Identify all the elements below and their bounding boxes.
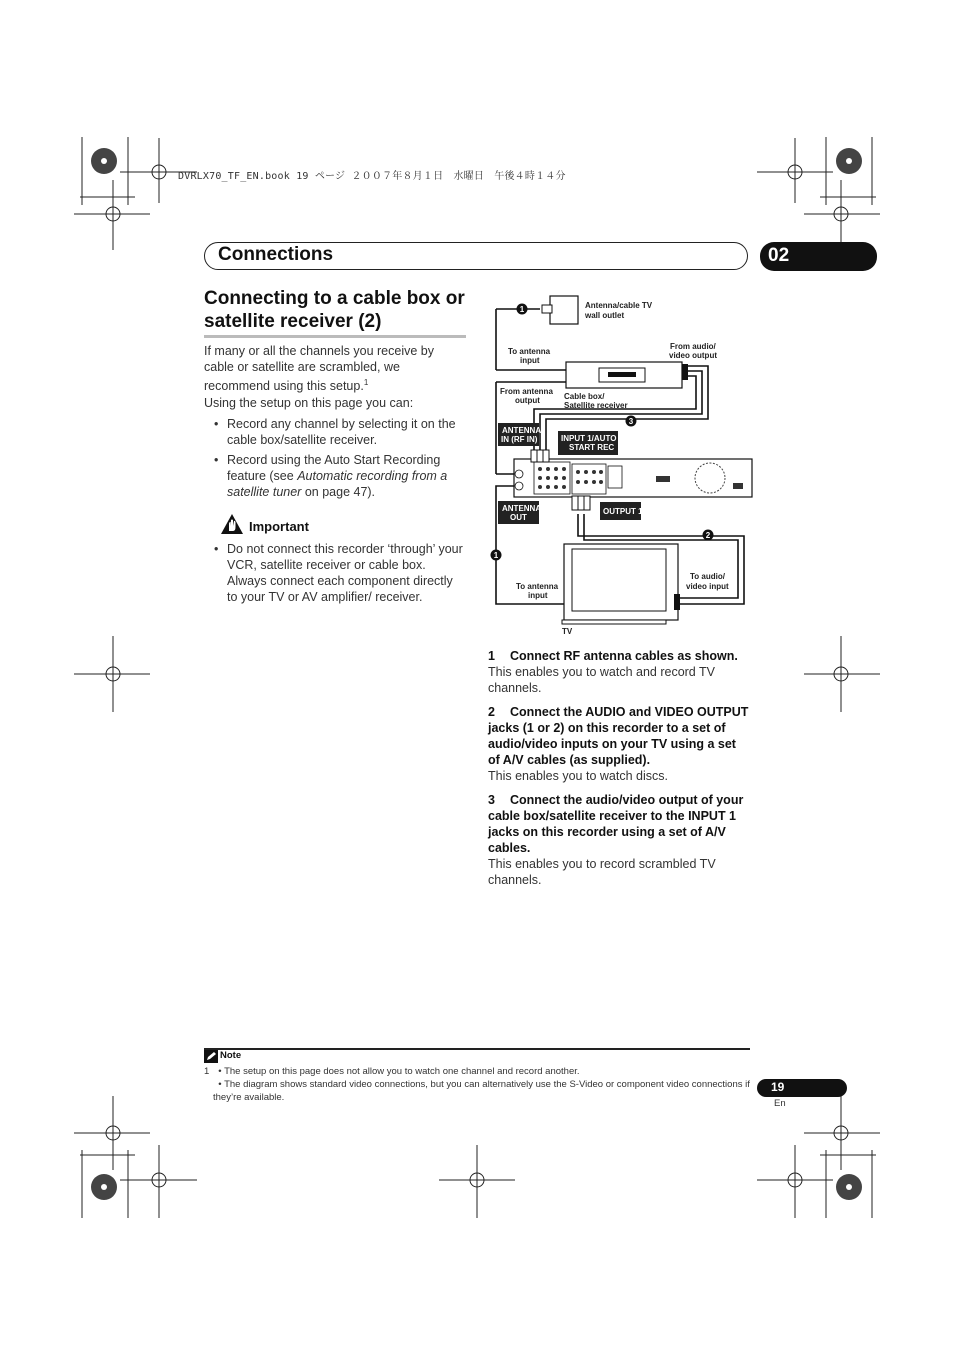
step-3 <box>488 792 750 888</box>
output1-label: OUTPUT 1 <box>603 507 643 516</box>
wall-outlet-label-2: wall outlet <box>585 311 625 320</box>
note-row <box>204 1065 752 1078</box>
step-2 <box>488 704 750 784</box>
page-number: 19 <box>771 1080 785 1094</box>
step-marker <box>517 304 528 315</box>
bullet-text-post: on page 47). <box>301 485 376 499</box>
wall-outlet-plug <box>542 305 552 313</box>
section-title: Connections <box>218 244 334 265</box>
to-antenna-input-label-1: To antenna <box>508 347 551 356</box>
tv-label: TV <box>562 627 573 636</box>
note-row <box>204 1078 752 1104</box>
tv-screen <box>572 549 666 611</box>
list-item <box>214 416 464 448</box>
from-av-output-label-1: From audio/ <box>670 342 716 351</box>
important-list <box>214 541 466 605</box>
note-pencil-icon <box>204 1050 218 1063</box>
to-antenna-input-tv-label-2: input <box>528 591 548 600</box>
step-number: 2 <box>488 705 495 719</box>
step-marker <box>626 416 637 427</box>
page-heading: Connecting to a cable box or satellite receiver (2) <box>204 288 465 332</box>
to-av-input-label-1: To audio/ <box>690 572 725 581</box>
svg-text:3: 3 <box>628 417 634 426</box>
steps <box>488 648 750 896</box>
step-title: Connect the audio/video output of your cable box/satellite receiver to the INPUT 1 jacks on this recorder using a set of A/V cables. <box>488 793 744 855</box>
note-rule <box>204 1048 750 1050</box>
intro-paragraph <box>204 343 462 394</box>
important-label: Important <box>249 519 309 534</box>
wall-outlet-label-1: Antenna/cable TV <box>585 301 653 310</box>
cable-box-av-jacks <box>682 364 688 380</box>
step-title: Connect RF antenna cables as shown. <box>510 649 738 663</box>
footnote-ref: 1 <box>363 378 369 387</box>
page-language: En <box>774 1098 786 1109</box>
note-index: 1 <box>204 1066 210 1077</box>
note-line: • The diagram shows standard video connections, but you can alternatively use the S-Video or component video connections if they’re available. <box>213 1079 750 1103</box>
from-av-output-label-2: video output <box>669 351 717 360</box>
from-antenna-output-label-1: From antenna <box>500 387 553 396</box>
antenna-out-label-2: OUT <box>510 513 527 522</box>
tv-av-jacks <box>674 594 680 610</box>
step-marker <box>703 530 714 541</box>
feature-list <box>214 416 464 504</box>
svg-text:2: 2 <box>705 531 711 540</box>
input1-label-1: INPUT 1/AUTO <box>561 434 617 443</box>
step-number: 3 <box>488 793 495 807</box>
wall-outlet-box <box>550 296 578 324</box>
to-antenna-input-tv-label-1: To antenna <box>516 582 559 591</box>
note-text <box>204 1065 752 1104</box>
list-item <box>214 452 464 500</box>
important-text: Do not connect this recorder ‘through’ your VCR, satellite receiver or cable box. Always connect each component directly to your TV or AV amplifier/ receiver. <box>227 542 463 604</box>
step-body: This enables you to watch and record TV channels. <box>488 665 715 695</box>
cable-box-label-1: Cable box/ <box>564 392 605 401</box>
to-antenna-input-label-2: input <box>520 356 540 365</box>
bullet-cross-reference: Automatic recording from a satellite tuner <box>227 469 448 499</box>
svg-text:1: 1 <box>519 305 525 314</box>
step-1 <box>488 648 750 696</box>
cable-box-slot <box>608 372 636 377</box>
tv-stand <box>562 620 666 624</box>
step-title: Connect the AUDIO and VIDEO OUTPUT jacks (1 or 2) on this recorder to a set of audio/video inputs on your TV using a set of A/V cables (as supplied). <box>488 705 749 767</box>
input1-label-2: START REC <box>569 443 615 452</box>
using-text: Using the setup on this page you can: <box>204 396 414 410</box>
bullet-text: Record any channel by selecting it on the cable box/satellite receiver. <box>227 417 456 447</box>
list-item <box>214 541 466 605</box>
note-label: Note <box>220 1050 242 1061</box>
step-number: 1 <box>488 649 495 663</box>
note-line: • The setup on this page does not allow you to watch one channel and record another. <box>218 1066 580 1077</box>
bullet-text-pre: Record using the Auto Start Recording feature (see <box>227 453 441 483</box>
antenna-out-label-1: ANTENNA <box>502 504 542 513</box>
from-antenna-output-label-2: output <box>515 396 540 405</box>
step-body: This enables you to watch discs. <box>488 769 668 783</box>
cable-box-label-2: Satellite receiver <box>564 401 628 410</box>
heading-rule <box>204 335 466 338</box>
connection-diagram <box>488 292 754 640</box>
warning-hand-icon <box>220 513 244 535</box>
intro-text: If many or all the channels you receive by cable or satellite are scrambled, we recommend using this setup. <box>204 344 434 394</box>
print-header: DVRLX70_TF_EN.book 19 ページ ２００７年８月１日 水曜日 午後４時１４分 <box>178 171 566 182</box>
svg-text:1: 1 <box>493 551 499 560</box>
step-body: This enables you to record scrambled TV channels. <box>488 857 716 887</box>
antenna-in-label-1: ANTENNA <box>502 426 542 435</box>
step-marker <box>491 550 502 561</box>
to-av-input-label-2: video input <box>686 582 729 591</box>
chapter-number: 02 <box>768 245 790 266</box>
antenna-in-label-2: IN (RF IN) <box>501 435 538 444</box>
